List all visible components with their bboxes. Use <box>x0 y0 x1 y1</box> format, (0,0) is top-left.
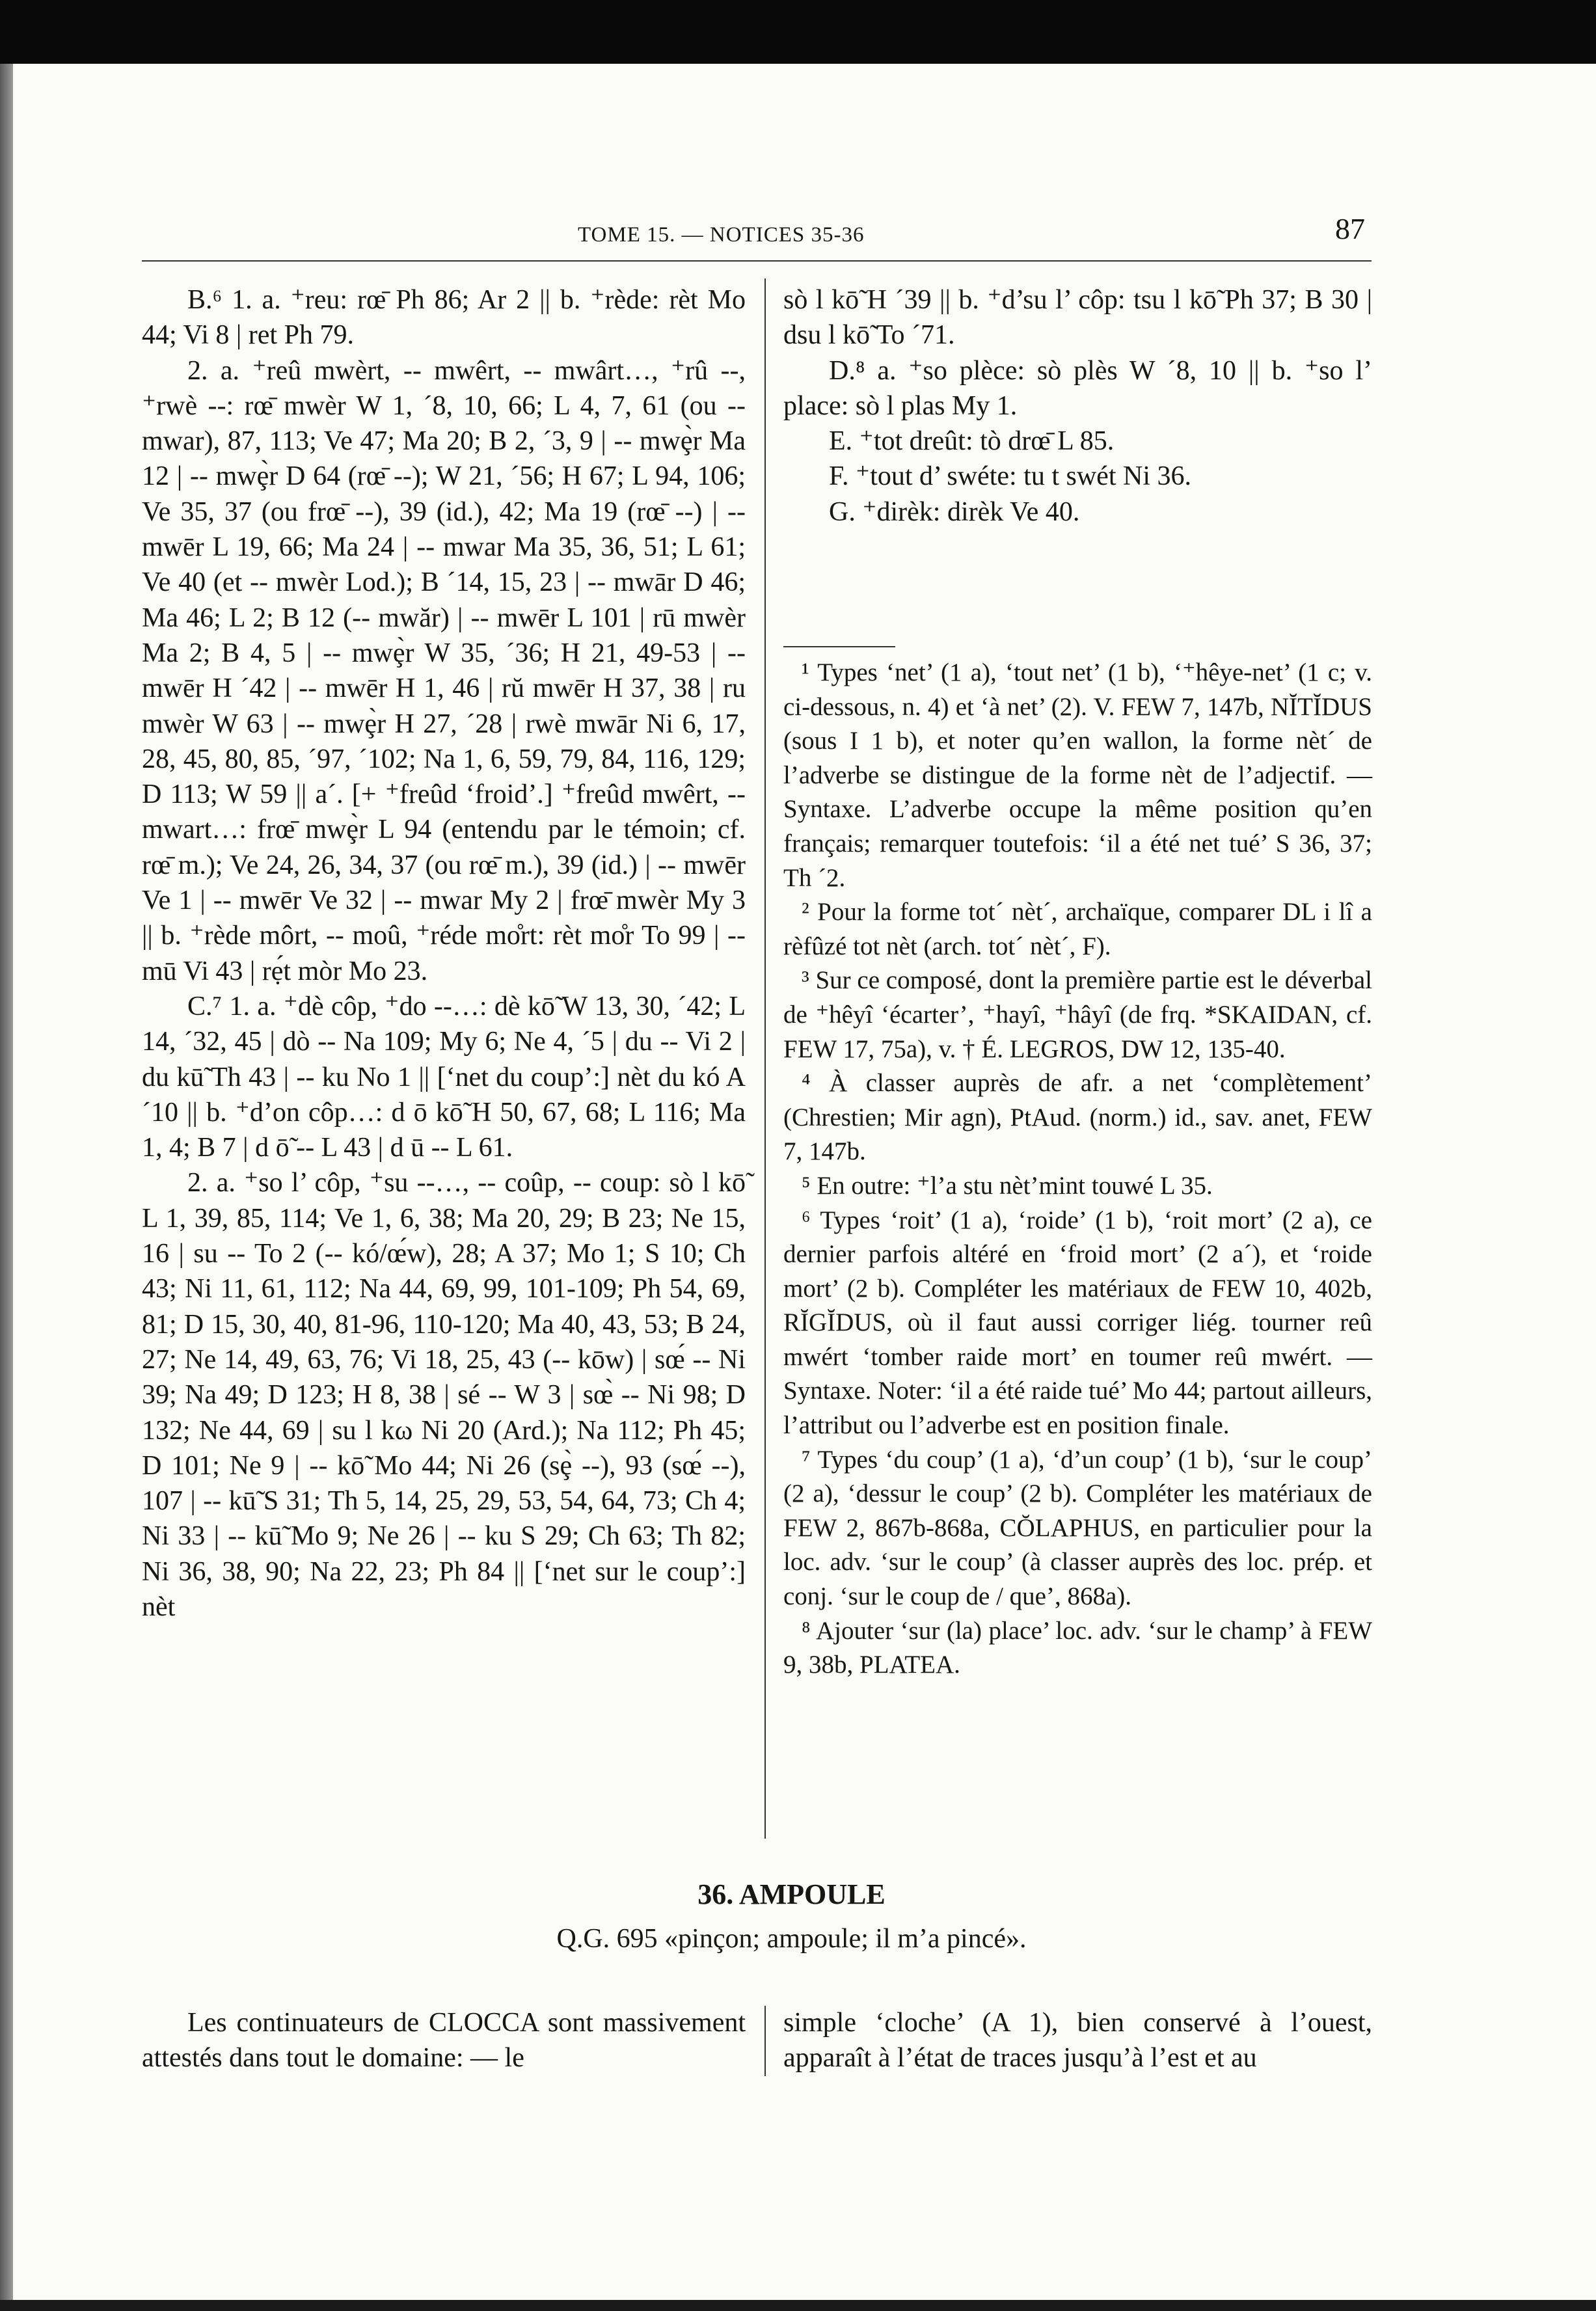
intro-paragraph-right: simple ‘cloche’ (A 1), bien conservé à l’ouest, apparaît à l’état de traces jusqu’à l’est et au <box>783 2008 1372 2074</box>
column-divider <box>764 278 766 1839</box>
book-page <box>13 64 1596 2300</box>
running-header: TOME 15. — NOTICES 35-36 <box>578 223 865 247</box>
footnote-4: ⁴ À classer auprès de afr. a net ‘complètement’ (Chrestien; Mir agn), PtAud. (norm.) id., sav. anet, FEW 7, 147b. <box>783 1069 1372 1166</box>
section-title: 36. AMPOULE <box>697 1878 886 1910</box>
footnote-6: ⁶ Types ‘roit’ (1 a), ‘roide’ (1 b), ‘roit mort’ (2 a), ce dernier parfois altéré en ‘froid mort’ (2 a´), et ‘roide mort’ (2 b). Compléter les matériaux de FEW 10, 402b, RĬGĬDUS, où il faut aussi corriger liég. tourner reû mwért ‘tomber raide mort’ en toumer reû mwért. — Syntaxe. Noter: ‘il a été raide tué’ Mo 44; partout ailleurs, l’attribut ou l’adverbe est en position finale. <box>783 1206 1372 1440</box>
paragraph-c2: 2. a. ⁺so l’ côp, ⁺su --…, -- coûp, -- coup: sò l kō̃ L 1, 39, 85, 114; Ve 1, 6, 38; Ma 20, 29; B 23; Ne 15, 16 | su -- To 2 (-- kó/œ́w), 28; A 37; Mo 1; S 10; Ch 43; Ni 11, 61, 112; Na 44, 69, 99, 101-109; Ph 54, 69, 81; D 15, 30, 40, 81-96, 110-120; Ma 40, 43, 53; B 24, 27; Ne 14, 49, 63, 76; Vi 18, 25, 43 (-- kōw) | sœ́ -- Ni 39; Na 49; D 123; H 8, 38 | sé -- W 3 | sœ̀ -- Ni 98; D 132; Ne 44, 69 | su l kω Ni 20 (Ard.); Na 112; Ph 45; D 101; Ne 9 | -- kō̃ Mo 44; Ni 26 (sȩ̀ --), 93 (sœ́ --), 107 | -- kū̃ S 31; Th 5, 14, 25, 29, 53, 54, 64, 73; Ch 4; Ni 33 | -- kū̃ Mo 9; Ne 26 | -- ku S 29; Ch 63; Th 82; Ni 36, 38, 90; Na 22, 23; Ph 84 || [‘net sur le coup’:] nèt <box>142 1168 746 1622</box>
page-number: 87 <box>1335 212 1365 245</box>
right-column-entries <box>783 282 1372 530</box>
scan-top-border <box>0 0 1596 64</box>
intro-left <box>142 2005 746 2076</box>
paragraph-f: F. ⁺tout d’ swéte: tu t swét Ni 36. <box>829 461 1191 492</box>
paragraph-b2: 2. a. ⁺reû mwèrt, -- mwêrt, -- mwârt…, ⁺rû --, ⁺rwè --: rœ̄ mwèr W 1, ´8, 10, 66; L 4, 7, 61 (ou -- mwar), 87, 113; Ve 47; Ma 20; B 2, ´3, 9 | -- mwȩ̀r Ma 12 | -- mwȩ̀r D 64 (rœ̄ --); W 21, ´56; H 67; L 94, 106; Ve 35, 37 (ou frœ̄ --), 39 (id.), 42; Ma 19 (rœ̄ --) | -- mwēr L 19, 66; Ma 24 | -- mwar Ma 35, 36, 51; L 61; Ve 40 (et -- mwèr Lod.); B ´14, 15, 23 | -- mwār D 46; Ma 46; L 2; B 12 (-- mwăr) | -- mwēr L 101 | rū mwèr Ma 2; B 4, 5 | -- mwȩ̀r W 35, ´36; H 21, 49-53 | -- mwēr H ´42 | -- mwēr H 1, 46 | rŭ mwēr H 37, 38 | ru mwèr W 63 | -- mwȩ̀r H 27, ´28 | rwè mwār Ni 6, 17, 28, 45, 80, 85, ´97, ´102; Na 1, 6, 59, 79, 84, 116, 129; D 113; W 59 || a´. [+ ⁺freûd ‘froid’.] ⁺freûd mwêrt, -- mwart…: frœ̄ mwȩ̀r L 94 (entendu par le témoin; cf. rœ̄ m.); Ve 24, 26, 34, 37 (ou rœ̄ m.), 39 (id.) | -- mwēr Ve 1 | -- mwēr Ve 32 | -- mwar My 2 | frœ̄ mwèr My 3 || b. ⁺rède môrt, -- moû, ⁺réde mo̊rt: rèt mo̊r To 99 | -- mū Vi 43 | rẹ́t mòr Mo 23. <box>142 355 746 986</box>
footnote-rule <box>783 646 895 647</box>
footnote-2: ² Pour la forme tot´ nèt´, archaïque, comparer DL i lî a rèfûzé tot nèt (arch. tot´ nèt´, F). <box>783 898 1372 960</box>
intro-right <box>783 2005 1372 2076</box>
header-rule <box>142 260 1372 262</box>
scan-bottom-border <box>0 2300 1596 2311</box>
footnote-3: ³ Sur ce composé, dont la première partie est le déverbal de ⁺hêyî ‘écarter’, ⁺hayî, ⁺hâyî (de frq. *SKAIDAN, cf. FEW 17, 75a), v. † É. LEGROS, DW 12, 135-40. <box>783 966 1372 1063</box>
paragraph-b1: B.⁶ 1. a. ⁺reu: rœ̄ Ph 86; Ar 2 || b. ⁺rède: rèt Mo 44; Vi 8 | ret Ph 79. <box>142 285 746 351</box>
paragraph-e: E. ⁺tot dreût: tò drœ̄ L 85. <box>829 426 1115 457</box>
paragraph-d: D.⁸ a. ⁺so plèce: sò plès W ´8, 10 || b. ⁺so l’ place: sò l plas My 1. <box>783 355 1372 421</box>
footnote-5: ⁵ En outre: ⁺l’a stu nèt’mint touwé L 35. <box>802 1171 1213 1200</box>
intro-column-divider <box>764 2006 766 2076</box>
intro-paragraph-left: Les continuateurs de CLOCCA sont massivement attestés dans tout le domaine: — le <box>142 2008 746 2074</box>
scan-left-edge <box>0 64 13 2311</box>
questionnaire-reference: Q.G. 695 «pinçon; ampoule; il m’a pincé». <box>556 1924 1027 1954</box>
paragraph-c1: C.⁷ 1. a. ⁺dè côp, ⁺do --…: dè kō̃ W 13, 30, ´42; L 14, ´32, 45 | dò -- Na 109; My 6; Ne 4, ´5 | du -- Vi 2 | du kū̃ Th 43 | -- ku No 1 || [‘net du coup’:] nèt du kó A ´10 || b. ⁺d’on côp…: d ō kō̃ H 50, 67, 68; L 116; Ma 1, 4; B 7 | d ō̃ -- L 43 | d ū -- L 61. <box>142 991 746 1163</box>
footnote-7: ⁷ Types ‘du coup’ (1 a), ‘d’un coup’ (1 b), ‘sur le coup’ (2 a), ‘dessur le coup’ (2 b). Compléter les matériaux de FEW 2, 867b-868a, CŎLAPHUS, en particulier pour la loc. adv. ‘sur le coup’ (à classer auprès des loc. prép. et conj. ‘sur le coup de / que’, 868a). <box>783 1445 1372 1611</box>
paragraph-g: G. ⁺dirèk: dirèk Ve 40. <box>829 496 1080 527</box>
footnote-8: ⁸ Ajouter ‘sur (la) place’ loc. adv. ‘sur le champ’ à FEW 9, 38b, PLATEA. <box>783 1616 1372 1679</box>
footnotes <box>783 656 1372 1683</box>
left-column <box>142 282 746 1625</box>
paragraph-c2-continued: sò l kō̃ H ´39 || b. ⁺d’su l’ côp: tsu l kō̃ Ph 37; B 30 | dsu l kō̃ To ´71. <box>783 285 1372 351</box>
footnote-1: ¹ Types ‘net’ (1 a), ‘tout net’ (1 b), ‘⁺hêye-net’ (1 c; v. ci-dessous, n. 4) et ‘à net’ (2). V. FEW 7, 147b, NĬTĬDUS (sous I 1 b), et noter qu’en wallon, la forme nèt´ de l’adverbe se distingue de la forme nèt de l’adjectif. — Syntaxe. L’adverbe occupe la même position qu’en français; remarquer toutefois: ‘il a été net tué’ S 36, 37; Th ´2. <box>783 658 1372 892</box>
